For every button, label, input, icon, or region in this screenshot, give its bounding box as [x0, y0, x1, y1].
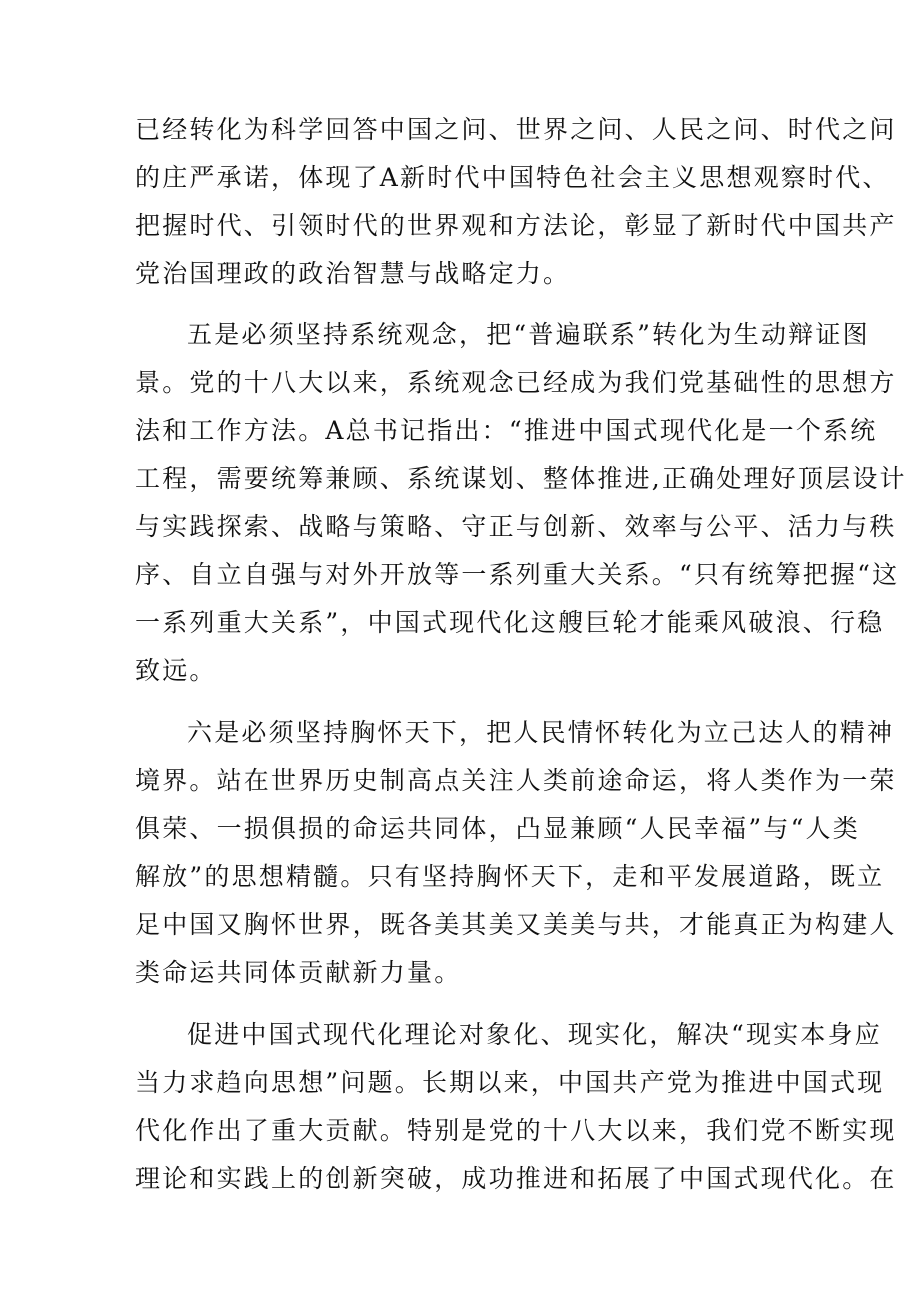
paragraph-line: 与实践探索、战略与策略、守正与创新、效率与公平、活力与秩 — [135, 512, 897, 541]
paragraph-line: 景。党的十八大以来，系统观念已经成为我们党基础性的思想方 — [135, 368, 897, 397]
paragraph-line: 工程，需要统筹兼顾、系统谋划、整体推进,正确处理好顶层设计 — [135, 464, 907, 493]
paragraph-line: 法和工作方法。A总书记指出：“推进中国式现代化是一个系统 — [135, 416, 878, 445]
paragraph-line: 五是必须坚持系统观念，把“普遍联系”转化为生动辩证图 — [187, 320, 870, 349]
paragraph-line: 境界。站在世界历史制高点关注人类前途命运，将人类作为一荣 — [135, 766, 897, 795]
paragraph-line: 党治国理政的政治智慧与战略定力。 — [135, 259, 571, 288]
paragraph-line: 一系列重大关系”，中国式现代化这艘巨轮才能乘风破浪、行稳 — [135, 608, 885, 637]
paragraph-1 — [135, 106, 897, 298]
paragraph-line: 足中国又胸怀世界，既各美其美又美美与共，才能真正为构建人 — [135, 910, 897, 939]
paragraph-line: 已经转化为科学回答中国之问、世界之问、人民之问、时代之问 — [135, 115, 897, 144]
paragraph-line: 的庄严承诺，体现了A新时代中国特色社会主义思想观察时代、 — [135, 163, 890, 192]
paragraph-line: 促进中国式现代化理论对象化、现实化，解决“现实本身应 — [187, 1020, 882, 1049]
paragraph-line: 代化作出了重大贡献。特别是党的十八大以来，我们党不断实现 — [135, 1116, 897, 1145]
paragraph-line: 理论和实践上的创新突破，成功推进和拓展了中国式现代化。在 — [135, 1164, 897, 1193]
paragraph-3 — [135, 709, 897, 997]
paragraph-line: 解放”的思想精髓。只有坚持胸怀天下，走和平发展道路，既立 — [135, 862, 885, 891]
paragraph-4 — [135, 1011, 897, 1203]
paragraph-line: 致远。 — [135, 656, 217, 685]
paragraph-line: 把握时代、引领时代的世界观和方法论，彰显了新时代中国共产 — [135, 211, 897, 240]
paragraph-line: 俱荣、一损俱损的命运共同体，凸显兼顾“人民幸福”与“人类 — [135, 814, 860, 843]
paragraph-line: 六是必须坚持胸怀天下，把人民情怀转化为立己达人的精神 — [187, 718, 895, 747]
paragraph-2 — [135, 311, 907, 695]
paragraph-line: 类命运共同体贡献新力量。 — [135, 958, 462, 987]
paragraph-line: 当力求趋向思想”问题。长期以来，中国共产党为推进中国式现 — [135, 1068, 885, 1097]
paragraph-line: 序、自立自强与对外开放等一系列重大关系。“只有统筹把握“这 — [135, 560, 900, 589]
